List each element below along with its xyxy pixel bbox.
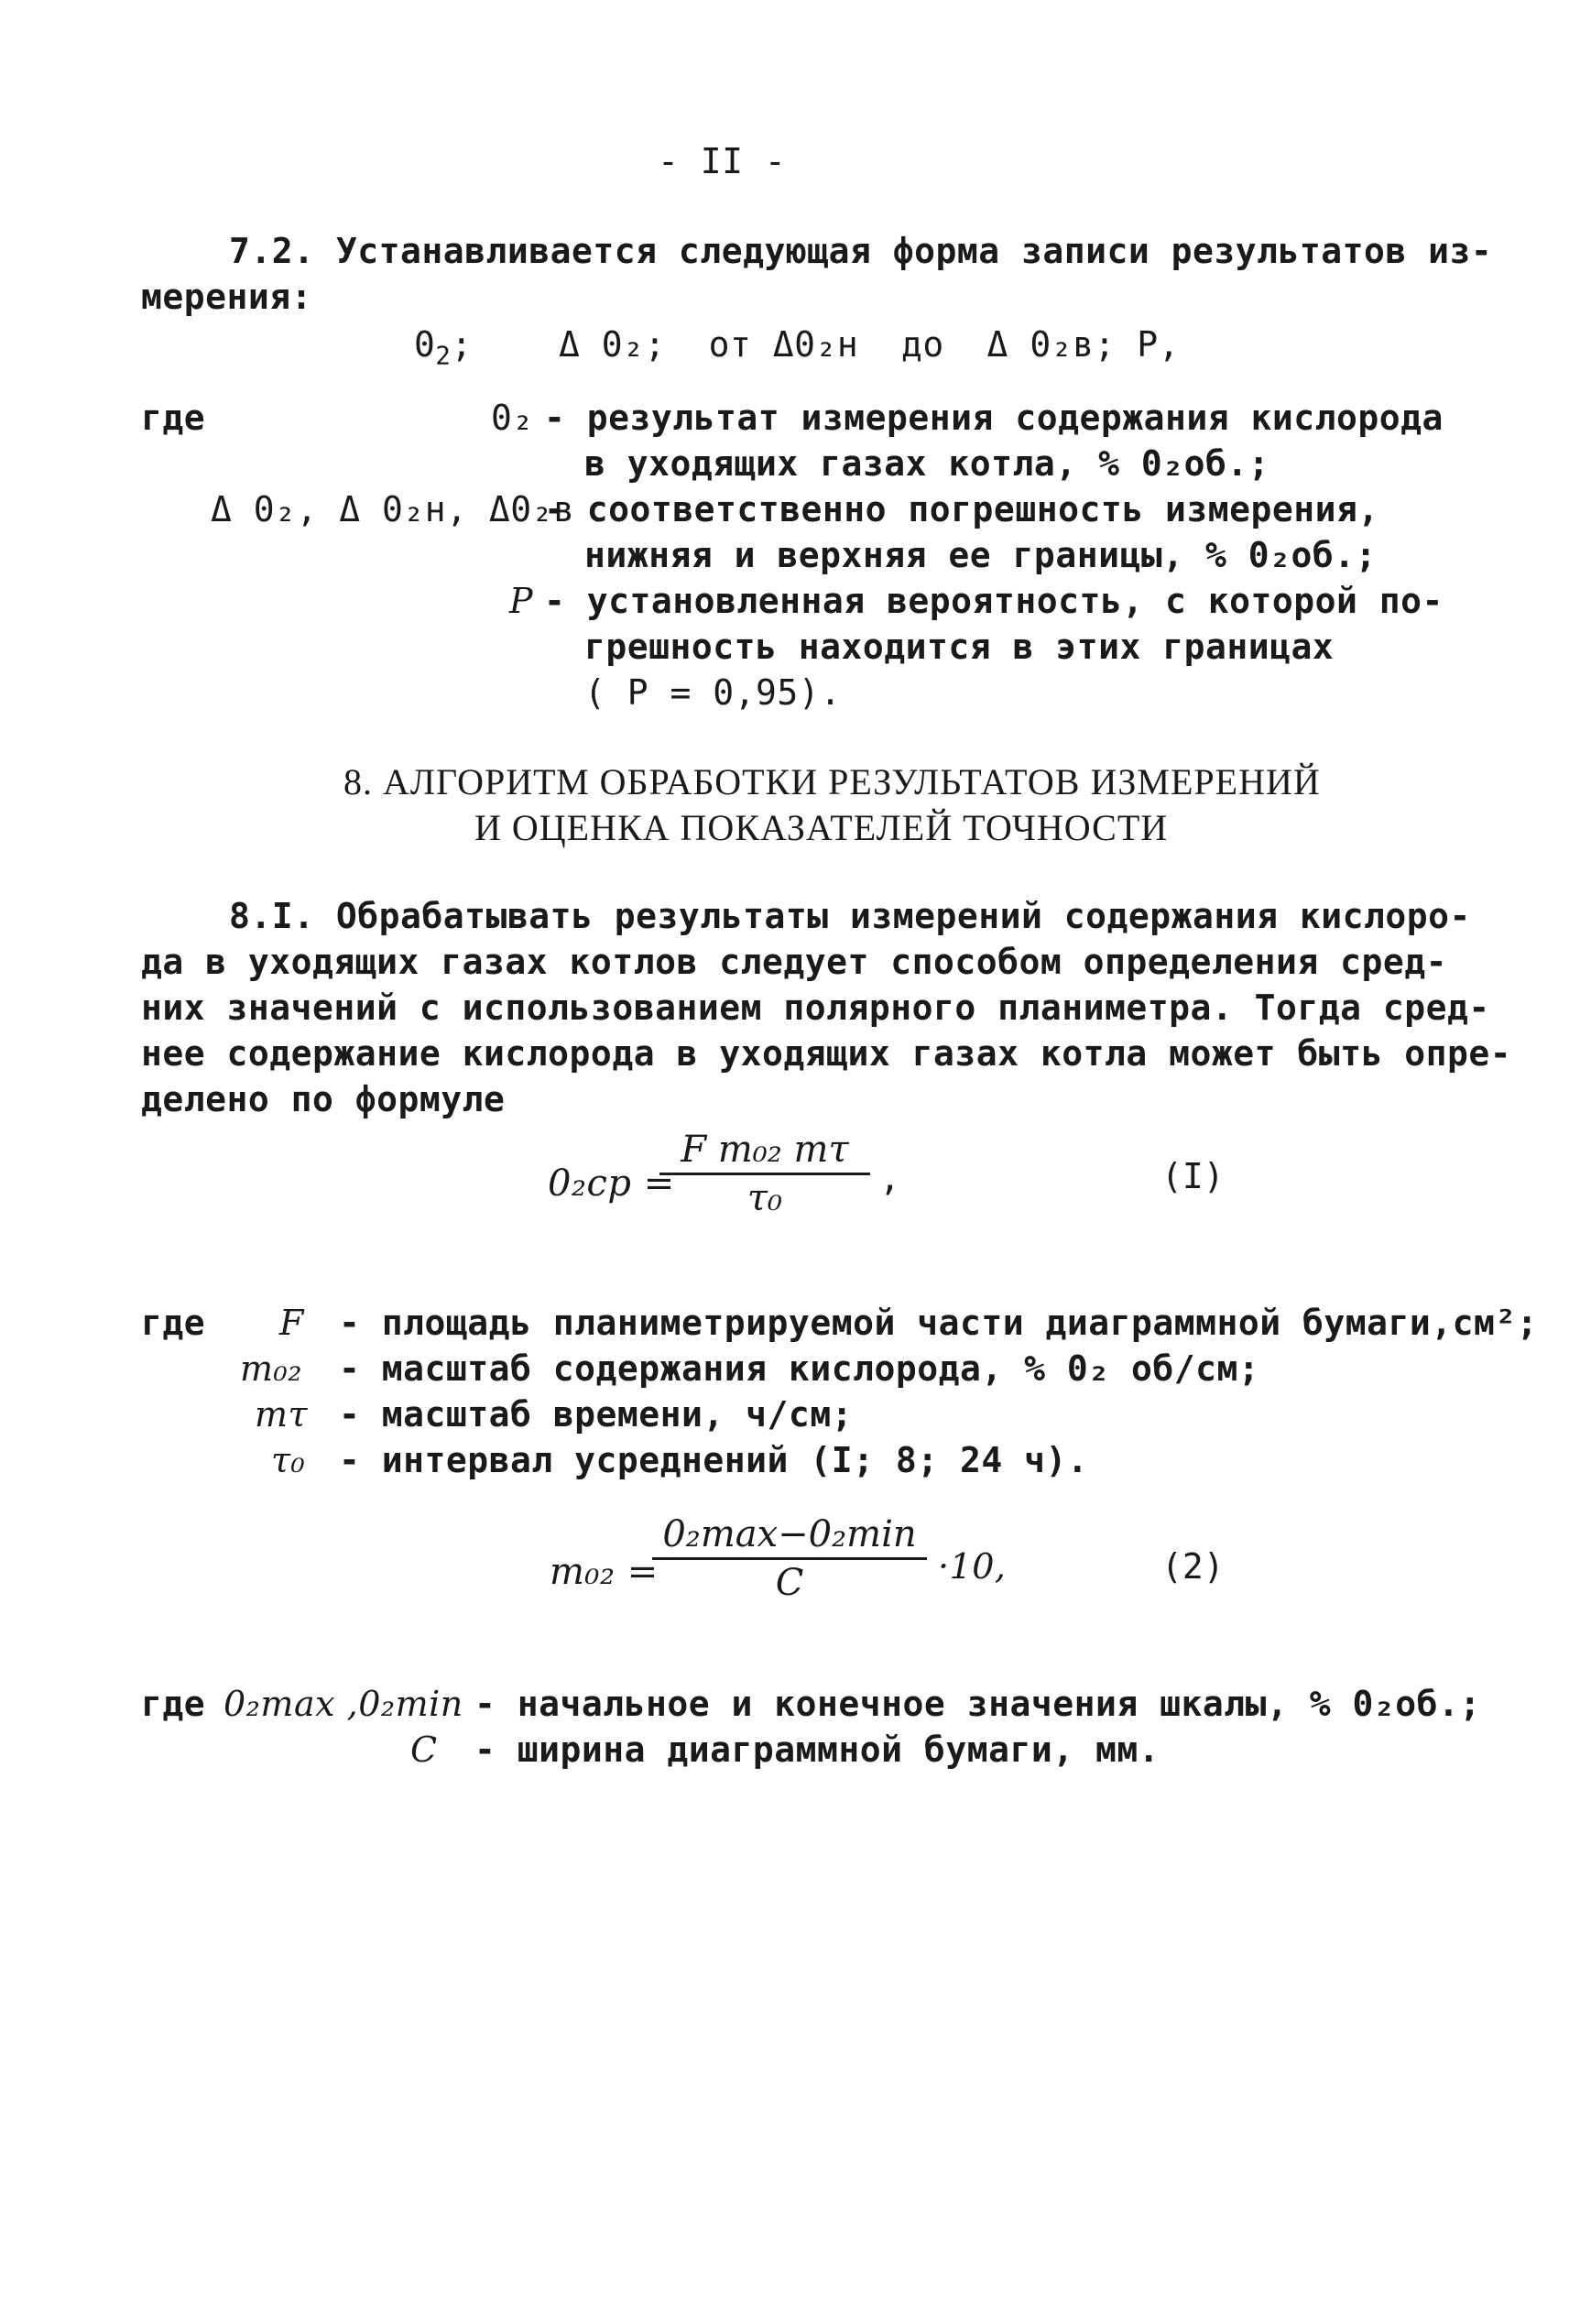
def-text: ( P = 0,95). [584,672,842,713]
eq2-number: (2) [1161,1546,1225,1587]
eq1-number: (I) [1161,1156,1225,1196]
def-symbol: 0₂max ,0₂min [223,1684,463,1724]
eq2-denominator: C [775,1562,804,1604]
paragraph-line: них значений с использованием полярного планиметра. Тогда сред- [141,987,1490,1028]
sec72-line2: мерения: [141,277,313,317]
def-text: в уходящих газах котла, % 0₂об.; [584,443,1270,484]
eq2-lhs: m₀₂ = [550,1551,659,1593]
def-text: - площадь планиметрируемой части диаграммной бумаги,см²; [339,1303,1539,1343]
eq1-fraction [659,1127,870,1221]
form-rest: Δ 0₂; от Δ0₂н до Δ 0₂в; P, [559,324,1180,365]
where-label: где [141,1303,206,1343]
section-heading: И ОЦЕНКА ПОКАЗАТЕЛЕЙ ТОЧНОСТИ [474,807,1169,848]
where-label: где [141,1684,206,1724]
def-symbol: 0₂ [491,398,534,438]
def-symbol: τ₀ [271,1440,306,1480]
page-number: - II - [658,141,787,181]
section-heading: 8. АЛГОРИТМ ОБРАБОТКИ РЕЗУЛЬТАТОВ ИЗМЕРЕНИЙ [343,761,1321,802]
sec72-line1: 7.2. Устанавливается следующая форма записи результатов из- [229,231,1493,271]
where-label: где [141,398,206,438]
eq1-lhs: 0₂cp = [548,1162,675,1205]
def-symbol: C [410,1729,438,1770]
def-symbol: m₀₂ [240,1348,302,1389]
def-text: грешность находится в этих границах [584,627,1335,667]
def-symbol: Δ 0₂, Δ 0₂н, Δ0₂в [211,489,575,529]
def-text: - начальное и конечное значения шкалы, % 0₂об.; [474,1684,1481,1724]
eq1-tail: , [879,1158,901,1198]
def-symbol: F [279,1303,304,1343]
paragraph-line: 8.I. Обрабатывать результаты измерений содержания кислоро- [229,896,1471,936]
def-text: - масштаб содержания кислорода, % 0₂ об/см; [339,1348,1260,1389]
paragraph-line: делено по формуле [141,1079,506,1119]
def-text: - масштаб времени, ч/см; [339,1394,854,1435]
def-text: - соответственно погрешность измерения, [544,489,1379,529]
paragraph-line: нее содержание кислорода в уходящих газах котла может быть опре- [141,1033,1512,1074]
form-o2: $0_2$; [414,324,473,371]
eq2-tail: ·10, [938,1546,1007,1587]
eq2-numerator: 0₂max−0₂min [662,1513,917,1555]
def-symbol: P [509,581,534,621]
eq1-denominator: τ₀ [746,1177,783,1219]
def-symbol: mτ [255,1394,309,1435]
def-text: - установленная вероятность, с которой по- [544,581,1444,621]
def-text: - интервал усреднений (I; 8; 24 ч). [339,1440,1089,1480]
eq2-fraction [652,1511,927,1606]
def-text: - результат измерения содержания кислорода [544,398,1444,438]
def-text: нижняя и верхняя ее границы, % 0₂об.; [584,535,1377,575]
def-text: - ширина диаграммной бумаги, мм. [474,1729,1160,1770]
eq1-numerator: F m₀₂ mτ [681,1129,849,1171]
paragraph-line: да в уходящих газах котлов следует способом определения сред- [141,942,1448,982]
